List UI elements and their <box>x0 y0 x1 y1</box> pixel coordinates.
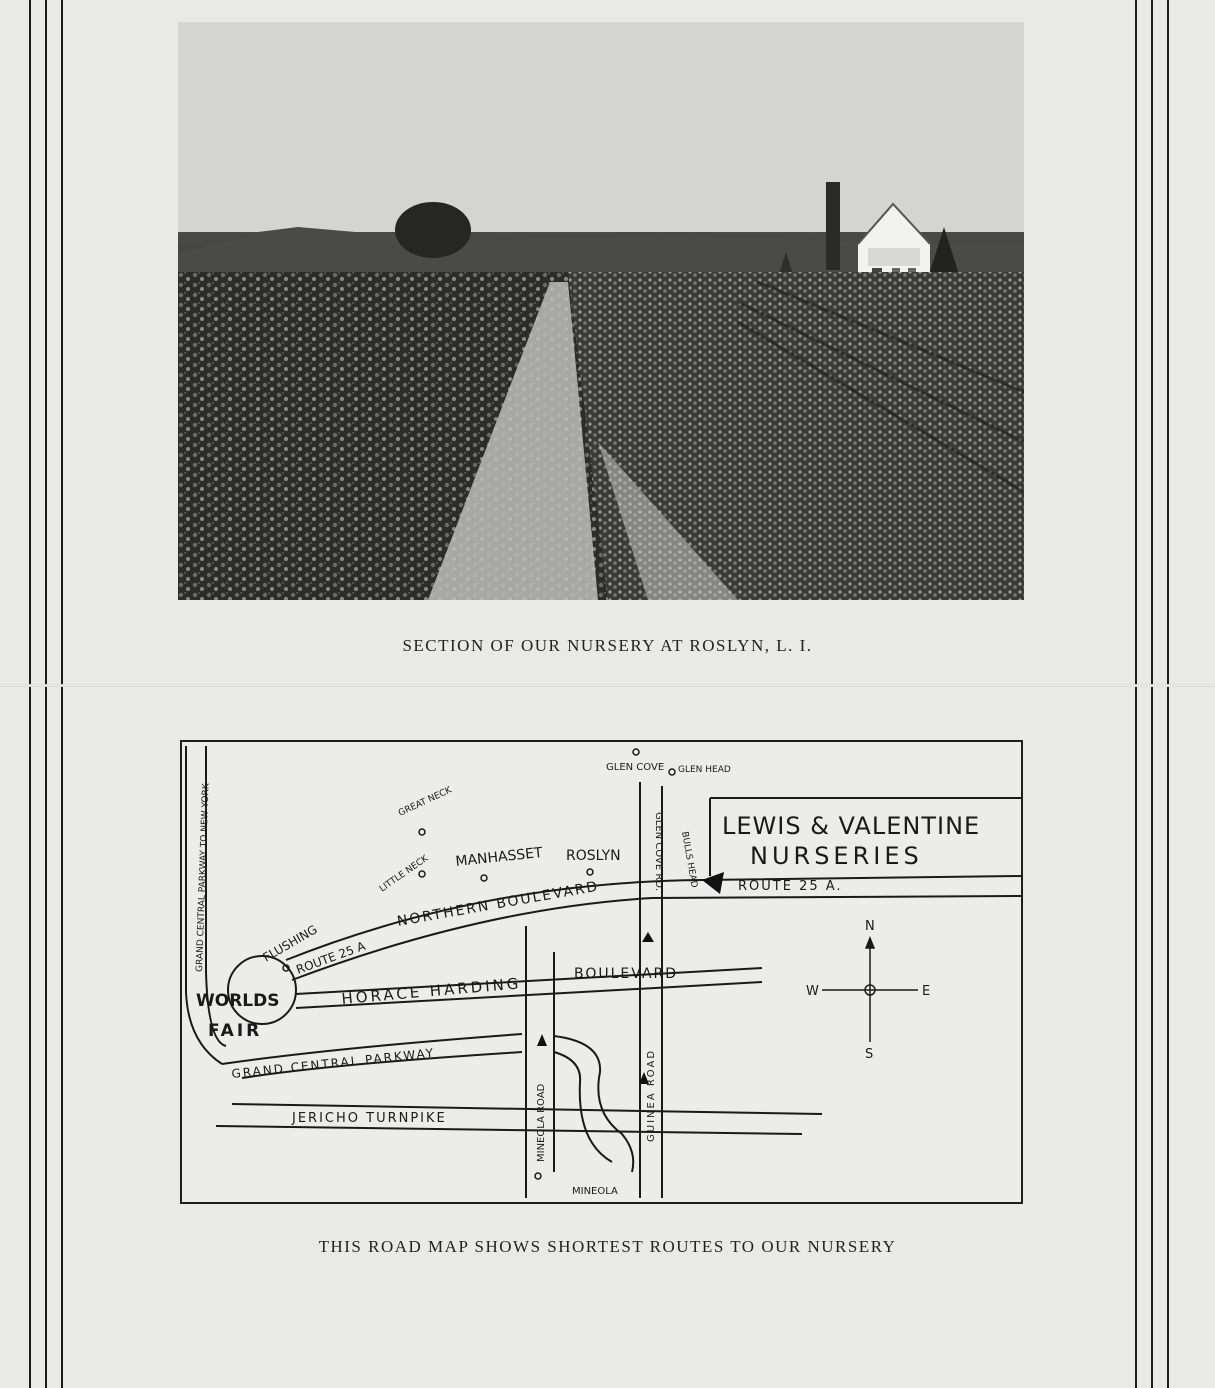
left-border-rule <box>45 0 47 1388</box>
compass-s: S <box>865 1047 874 1062</box>
map-title-line2: NURSERIES <box>750 842 923 870</box>
photo-caption: SECTION OF OUR NURSERY AT ROSLYN, L. I. <box>402 636 813 655</box>
label-worlds-fair-1: WORLDS <box>196 991 280 1011</box>
label-little-neck: LITTLE NECK <box>377 853 431 895</box>
label-northern-blvd: NORTHERN BOULEVARD <box>395 878 601 930</box>
label-glen-cove: GLEN COVE <box>606 762 665 773</box>
right-border-rule <box>1167 0 1169 1388</box>
right-border-rule <box>1135 0 1137 1388</box>
left-border-rule <box>29 0 31 1388</box>
label-roslyn: ROSLYN <box>566 848 621 864</box>
right-border-rule <box>1151 0 1153 1388</box>
label-worlds-fair-2: FAIR <box>208 1021 263 1041</box>
label-glen-head: GLEN HEAD <box>678 765 731 775</box>
compass-rose <box>822 938 918 1042</box>
compass-n: N <box>865 919 875 934</box>
label-glen-cove-rd: GLEN COVE RD. <box>653 812 664 892</box>
map-caption: THIS ROAD MAP SHOWS SHORTEST ROUTES TO OUR NURSERY <box>318 1237 897 1256</box>
label-horace-harding: HORACE HARDING <box>340 974 523 1008</box>
road-map <box>180 740 1023 1204</box>
label-route-25a-east: ROUTE 25 A. <box>738 879 843 894</box>
label-bulls-head: BULLS HEAD <box>679 830 699 889</box>
map-title-line1: LEWIS & VALENTINE <box>722 812 981 840</box>
label-route-25a: ROUTE 25 A <box>294 938 368 977</box>
label-mineola: MINEOLA <box>572 1186 618 1197</box>
nursery-arrow <box>702 872 724 894</box>
label-manhasset: MANHASSET <box>454 844 544 870</box>
compass-w: W <box>806 984 819 999</box>
left-border-rule <box>61 0 63 1388</box>
label-flushing: FLUSHING <box>260 922 320 965</box>
label-jericho: JERICHO TURNPIKE <box>292 1111 447 1126</box>
page-fold <box>0 684 1215 687</box>
label-boulevard: BOULEVARD <box>574 966 679 982</box>
label-great-neck: GREAT NECK <box>397 785 454 819</box>
label-mineola-road: MINEOLA ROAD <box>536 1083 547 1162</box>
worlds-fair-circle <box>228 956 296 1024</box>
label-grand-central-pkwy: GRAND CENTRAL PARKWAY <box>230 1045 436 1081</box>
label-gcp-to-ny: GRAND CENTRAL PARKWAY TO NEW YORK <box>195 783 212 973</box>
compass-e: E <box>922 984 931 999</box>
nursery-photo <box>178 22 1024 600</box>
label-guinea-road: GUINEA ROAD <box>646 1048 657 1142</box>
